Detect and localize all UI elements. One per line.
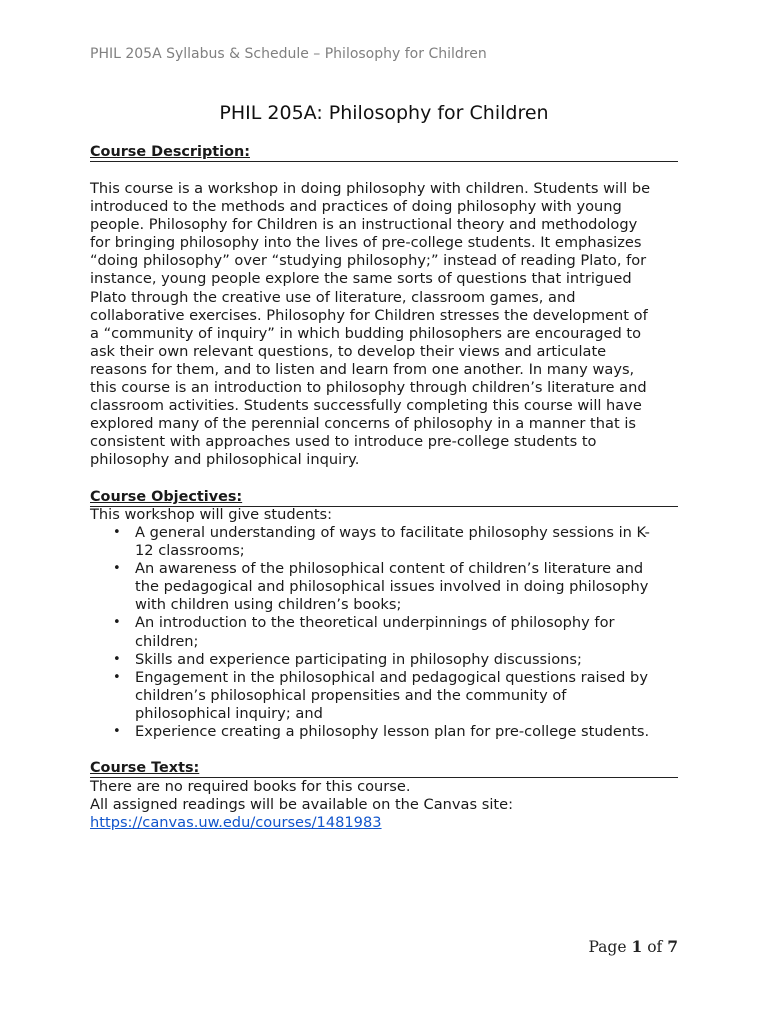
page-of-label: of [647, 938, 663, 956]
description-line: introduced to the methods and practices of doing philosophy with young [90, 198, 622, 216]
objective-line: Experience creating a philosophy lesson plan for pre-college students. [135, 723, 650, 741]
page-number [588, 937, 678, 956]
description-line: people. Philosophy for Children is an instructional theory and methodology [90, 216, 638, 234]
description-line: collaborative exercises. Philosophy for Children stresses the development of [90, 306, 648, 324]
texts-link-row [90, 814, 678, 832]
objectives-intro: This workshop will give students: [90, 506, 333, 523]
description-line: classroom activities. Students successfully completing this course will have [90, 397, 642, 415]
objective-item [90, 560, 678, 614]
bullet-icon: • [113, 669, 121, 685]
objective-item [90, 723, 678, 741]
texts-readings-note: All assigned readings will be available on the Canvas site: [90, 796, 514, 813]
page-title: PHIL 205A: Philosophy for Children [219, 102, 549, 124]
description-line: consistent with approaches used to introduce pre-college students to [90, 433, 597, 451]
description-line: Plato through the creative use of literature, classroom games, and [90, 288, 576, 306]
course-description-text [90, 180, 678, 470]
bullet-icon: • [113, 651, 121, 667]
objective-line: An awareness of the philosophical content of children’s literature and [135, 560, 644, 578]
running-header: PHIL 205A Syllabus & Schedule – Philosophy for Children [90, 46, 487, 62]
description-line: ask their own relevant questions, to develop their views and articulate [90, 342, 607, 360]
course-texts-heading: Course Texts: [90, 760, 678, 778]
course-description-heading: Course Description: [90, 144, 678, 162]
description-line: this course is an introduction to philosophy through children’s literature and [90, 379, 647, 397]
objective-line: children’s philosophical propensities and the community of [135, 686, 567, 704]
description-line: This course is a workshop in doing philosophy with children. Students will be [90, 180, 651, 197]
bullet-icon: • [113, 724, 121, 740]
canvas-link[interactable]: https://canvas.uw.edu/courses/1481983 [90, 814, 382, 831]
page-current: 1 [631, 937, 643, 956]
description-line: a “community of inquiry” in which budding philosophers are encouraged to [90, 324, 642, 342]
objective-item [90, 614, 678, 650]
description-line: for bringing philosophy into the lives of pre-college students. It emphasizes [90, 234, 642, 252]
objective-line: Skills and experience participating in philosophy discussions; [135, 650, 582, 668]
document-page [90, 0, 678, 1024]
bullet-icon: • [113, 561, 121, 577]
objective-line: children; [135, 632, 199, 650]
objective-item [90, 651, 678, 669]
description-line: reasons for them, and to listen and learn from one another. In many ways, [90, 360, 635, 378]
texts-no-books: There are no required books for this course. [90, 778, 411, 795]
objective-line: A general understanding of ways to facilitate philosophy sessions in K- [135, 524, 650, 541]
objective-item [90, 669, 678, 723]
objective-line: 12 classrooms; [135, 542, 245, 560]
page-total: 7 [667, 937, 678, 956]
page-label: Page [588, 938, 627, 956]
objective-line: An introduction to the theoretical underpinnings of philosophy for [135, 614, 615, 632]
objective-line: Engagement in the philosophical and pedagogical questions raised by [135, 668, 648, 686]
bullet-icon: • [113, 525, 121, 540]
objective-item [90, 524, 678, 560]
description-line: instance, young people explore the same sorts of questions that intrigued [90, 270, 632, 288]
course-objectives-heading: Course Objectives: [90, 489, 678, 507]
description-line: “doing philosophy” over “studying philosophy;” instead of reading Plato, for [90, 252, 647, 270]
objective-line: the pedagogical and philosophical issues involved in doing philosophy [135, 578, 649, 596]
objective-line: philosophical inquiry; and [135, 704, 323, 722]
description-line: philosophy and philosophical inquiry. [90, 451, 360, 469]
description-line: explored many of the perennial concerns of philosophy in a manner that is [90, 415, 636, 433]
objective-line: with children using children’s books; [135, 596, 402, 614]
objectives-list [90, 524, 678, 741]
bullet-icon: • [113, 615, 121, 631]
